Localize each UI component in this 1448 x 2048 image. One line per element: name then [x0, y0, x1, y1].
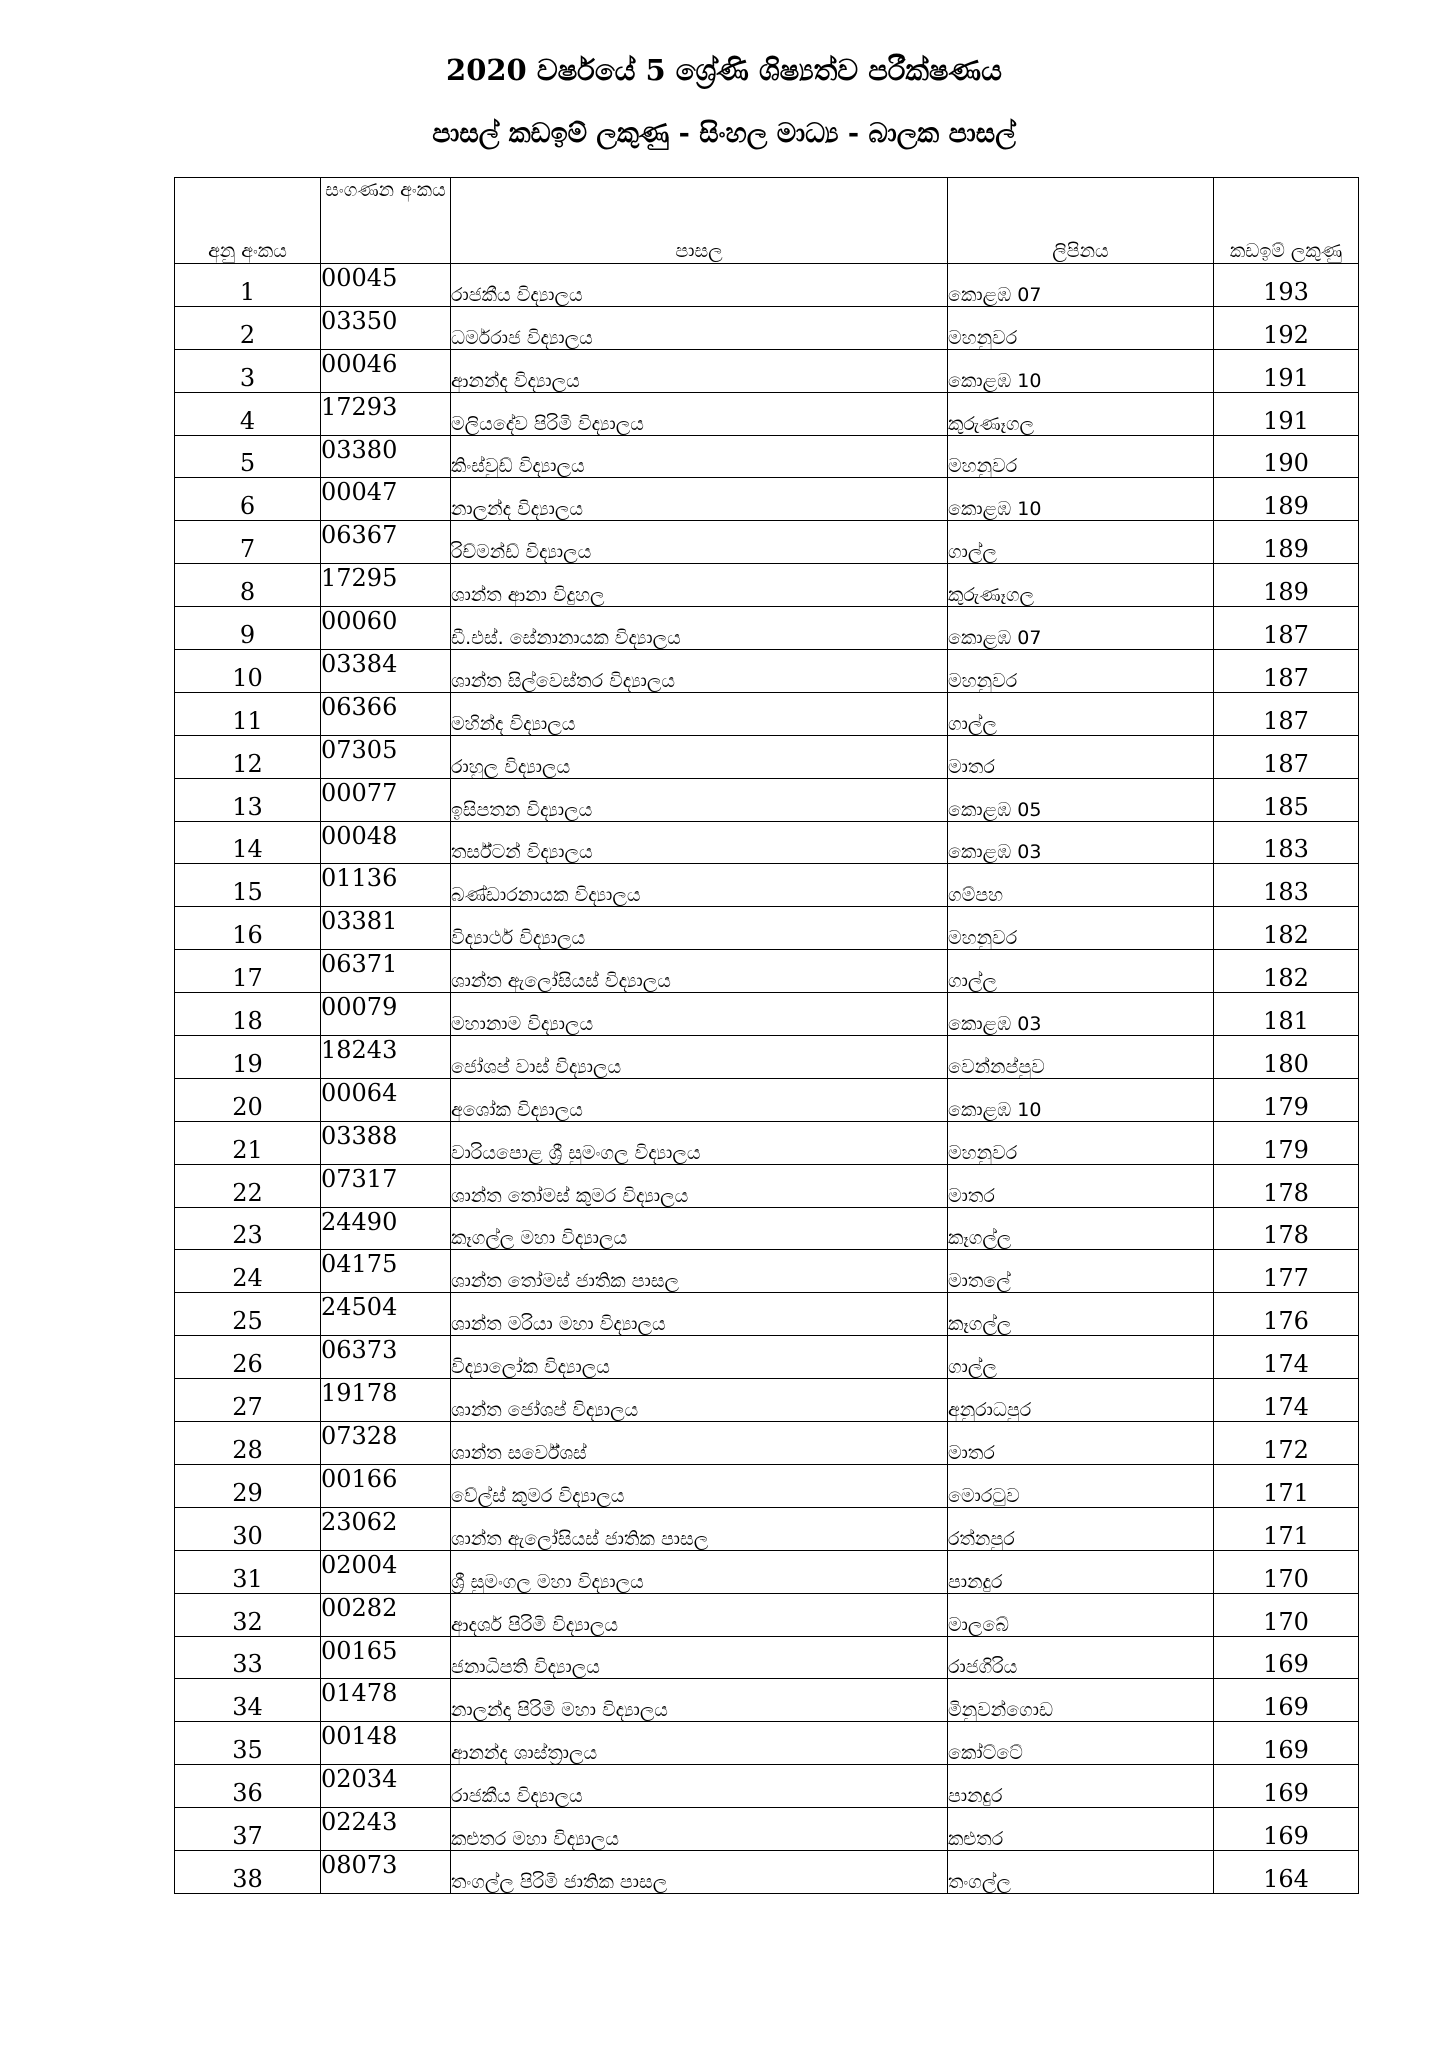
census-number-cell: 00166 — [321, 1464, 451, 1507]
serial-number-cell: 3 — [175, 349, 321, 392]
school-name-cell: විද්‍යාර්ථ විද්‍යාලය — [451, 907, 948, 950]
census-number-cell: 00048 — [321, 821, 451, 864]
school-name-cell: රිච්මන්ඩ් විද්‍යාලය — [451, 521, 948, 564]
cutoff-mark-cell: 178 — [1214, 1164, 1359, 1207]
cutoff-mark-cell: 193 — [1214, 264, 1359, 307]
school-name-cell: රාජකීය විද්‍යාලය — [451, 1765, 948, 1808]
serial-number-cell: 11 — [175, 692, 321, 735]
census-number-cell: 00165 — [321, 1636, 451, 1679]
school-name-cell: ජෝශප් වාස් විද්‍යාලය — [451, 1036, 948, 1079]
cutoff-mark-cell: 177 — [1214, 1250, 1359, 1293]
table-row — [175, 1850, 1359, 1893]
table-body — [175, 264, 1359, 1894]
table-row — [175, 1808, 1359, 1851]
cutoff-mark-cell: 187 — [1214, 735, 1359, 778]
address-cell: කොළඹ 03 — [948, 993, 1214, 1036]
table-row — [175, 1593, 1359, 1636]
serial-number-cell: 23 — [175, 1207, 321, 1250]
school-name-cell: රාහුල විද්‍යාලය — [451, 735, 948, 778]
census-number-cell: 07305 — [321, 735, 451, 778]
cutoff-mark-cell: 187 — [1214, 650, 1359, 693]
cutoff-marks-table — [174, 177, 1359, 1894]
school-name-cell: ශාන්ත ජෝශප් විද්‍යාලය — [451, 1379, 948, 1422]
address-cell: මාතර — [948, 1164, 1214, 1207]
school-name-cell: ඉසිපතන විද්‍යාලය — [451, 778, 948, 821]
table-header-row — [175, 178, 1359, 264]
table-row — [175, 1293, 1359, 1336]
table-row — [175, 993, 1359, 1036]
cutoff-mark-cell: 174 — [1214, 1379, 1359, 1422]
serial-number-cell: 26 — [175, 1336, 321, 1379]
school-name-cell: නාලන්ද විද්‍යාලය — [451, 478, 948, 521]
census-number-cell: 03350 — [321, 306, 451, 349]
census-number-cell: 17293 — [321, 392, 451, 435]
serial-number-cell: 8 — [175, 564, 321, 607]
school-name-cell: ආනන්ද ශාස්ත්‍රාලය — [451, 1722, 948, 1765]
serial-number-cell: 32 — [175, 1593, 321, 1636]
school-name-cell: කළුතර මහා විද්‍යාලය — [451, 1808, 948, 1851]
census-number-cell: 02243 — [321, 1808, 451, 1851]
table-row — [175, 607, 1359, 650]
cutoff-mark-cell: 181 — [1214, 993, 1359, 1036]
census-number-cell: 00064 — [321, 1078, 451, 1121]
table-row — [175, 650, 1359, 693]
school-name-cell: වාරියපොළ ශ්‍රී සුමංගල විද්‍යාලය — [451, 1121, 948, 1164]
address-cell: ගාල්ල — [948, 521, 1214, 564]
serial-number-cell: 6 — [175, 478, 321, 521]
school-name-cell: බණ්ඩාරනායක විද්‍යාලය — [451, 864, 948, 907]
header-school: පාසල — [451, 178, 948, 264]
table-row — [175, 1336, 1359, 1379]
table-row — [175, 1121, 1359, 1164]
serial-number-cell: 9 — [175, 607, 321, 650]
cutoff-mark-cell: 189 — [1214, 564, 1359, 607]
census-number-cell: 03384 — [321, 650, 451, 693]
table-row — [175, 907, 1359, 950]
census-number-cell: 03381 — [321, 907, 451, 950]
serial-number-cell: 35 — [175, 1722, 321, 1765]
serial-number-cell: 12 — [175, 735, 321, 778]
cutoff-mark-cell: 174 — [1214, 1336, 1359, 1379]
census-number-cell: 06366 — [321, 692, 451, 735]
cutoff-mark-cell: 190 — [1214, 435, 1359, 478]
census-number-cell: 04175 — [321, 1250, 451, 1293]
cutoff-mark-cell: 169 — [1214, 1679, 1359, 1722]
school-name-cell: වේල්ස් කුමර විද්‍යාලය — [451, 1464, 948, 1507]
census-number-cell: 00148 — [321, 1722, 451, 1765]
school-name-cell: ශාන්ත සර්වේශස් — [451, 1422, 948, 1465]
census-number-cell: 00077 — [321, 778, 451, 821]
serial-number-cell: 38 — [175, 1850, 321, 1893]
cutoff-mark-cell: 182 — [1214, 907, 1359, 950]
cutoff-mark-cell: 182 — [1214, 950, 1359, 993]
cutoff-mark-cell: 171 — [1214, 1507, 1359, 1550]
serial-number-cell: 29 — [175, 1464, 321, 1507]
address-cell: කෝට්ටේ — [948, 1722, 1214, 1765]
census-number-cell: 07317 — [321, 1164, 451, 1207]
address-cell: පානදුර — [948, 1765, 1214, 1808]
address-cell: කුරුණෑගල — [948, 564, 1214, 607]
school-name-cell: ශ්‍රී සුමංගල මහා විද්‍යාලය — [451, 1550, 948, 1593]
table-row — [175, 1036, 1359, 1079]
school-name-cell: ආදර්ශ පිරිමි විද්‍යාලය — [451, 1593, 948, 1636]
table-row — [175, 1765, 1359, 1808]
table-row — [175, 1679, 1359, 1722]
address-cell: රත්නපුර — [948, 1507, 1214, 1550]
school-name-cell: විද්‍යාලෝක විද්‍යාලය — [451, 1336, 948, 1379]
serial-number-cell: 18 — [175, 993, 321, 1036]
table-row — [175, 306, 1359, 349]
cutoff-mark-cell: 191 — [1214, 392, 1359, 435]
address-cell: මහනුවර — [948, 306, 1214, 349]
address-cell: වෙන්නප්පුව — [948, 1036, 1214, 1079]
address-cell: රාජගිරිය — [948, 1636, 1214, 1679]
census-number-cell: 00045 — [321, 264, 451, 307]
address-cell: ගම්පහ — [948, 864, 1214, 907]
serial-number-cell: 7 — [175, 521, 321, 564]
header-serial-number: අනු අංකය — [175, 178, 321, 264]
cutoff-mark-cell: 183 — [1214, 864, 1359, 907]
cutoff-mark-cell: 179 — [1214, 1078, 1359, 1121]
school-name-cell: ආනන්ද විද්‍යාලය — [451, 349, 948, 392]
serial-number-cell: 31 — [175, 1550, 321, 1593]
cutoff-mark-cell: 169 — [1214, 1636, 1359, 1679]
school-name-cell: කෑගල්ල මහා විද්‍යාලය — [451, 1207, 948, 1250]
address-cell: මාතලේ — [948, 1250, 1214, 1293]
census-number-cell: 00047 — [321, 478, 451, 521]
table-row — [175, 349, 1359, 392]
school-name-cell: ශාන්ත ඇලෝසියස් ජාතික පාසල — [451, 1507, 948, 1550]
school-name-cell: ඩී.එස්. සේනානායක විද්‍යාලය — [451, 607, 948, 650]
table-row — [175, 564, 1359, 607]
address-cell: පානදුර — [948, 1550, 1214, 1593]
census-number-cell: 00282 — [321, 1593, 451, 1636]
school-name-cell: තංගල්ල පිරිමි ජාතික පාසල — [451, 1850, 948, 1893]
census-number-cell: 02034 — [321, 1765, 451, 1808]
census-number-cell: 24490 — [321, 1207, 451, 1250]
serial-number-cell: 2 — [175, 306, 321, 349]
address-cell: මිනුවන්ගොඩ — [948, 1679, 1214, 1722]
cutoff-mark-cell: 191 — [1214, 349, 1359, 392]
school-name-cell: මලියදේව පිරිමි විද්‍යාලය — [451, 392, 948, 435]
serial-number-cell: 30 — [175, 1507, 321, 1550]
cutoff-mark-cell: 187 — [1214, 692, 1359, 735]
school-name-cell: නාලන්දා පිරිමි මහා විද්‍යාලය — [451, 1679, 948, 1722]
census-number-cell: 06367 — [321, 521, 451, 564]
serial-number-cell: 27 — [175, 1379, 321, 1422]
serial-number-cell: 25 — [175, 1293, 321, 1336]
serial-number-cell: 5 — [175, 435, 321, 478]
serial-number-cell: 15 — [175, 864, 321, 907]
census-number-cell: 17295 — [321, 564, 451, 607]
table-row — [175, 821, 1359, 864]
address-cell: කොළඹ 07 — [948, 264, 1214, 307]
census-number-cell: 06373 — [321, 1336, 451, 1379]
census-number-cell: 19178 — [321, 1379, 451, 1422]
address-cell: මාතර — [948, 735, 1214, 778]
school-name-cell: ශාන්ත තෝමස් ජාතික පාසල — [451, 1250, 948, 1293]
census-number-cell: 02004 — [321, 1550, 451, 1593]
serial-number-cell: 20 — [175, 1078, 321, 1121]
address-cell: මාලබේ — [948, 1593, 1214, 1636]
table-row — [175, 1550, 1359, 1593]
serial-number-cell: 17 — [175, 950, 321, 993]
serial-number-cell: 16 — [175, 907, 321, 950]
serial-number-cell: 36 — [175, 1765, 321, 1808]
census-number-cell: 24504 — [321, 1293, 451, 1336]
census-number-cell: 03380 — [321, 435, 451, 478]
serial-number-cell: 24 — [175, 1250, 321, 1293]
table-row — [175, 1507, 1359, 1550]
address-cell: මහනුවර — [948, 1121, 1214, 1164]
header-address: ලිපිනය — [948, 178, 1214, 264]
table-row — [175, 778, 1359, 821]
school-name-cell: අශෝක විද්‍යාලය — [451, 1078, 948, 1121]
table-row — [175, 864, 1359, 907]
school-name-cell: රාජකීය විද්‍යාලය — [451, 264, 948, 307]
census-number-cell: 00046 — [321, 349, 451, 392]
census-number-cell: 01478 — [321, 1679, 451, 1722]
address-cell: කෑගල්ල — [948, 1293, 1214, 1336]
address-cell: කෑගල්ල — [948, 1207, 1214, 1250]
census-number-cell: 00060 — [321, 607, 451, 650]
table-row — [175, 1422, 1359, 1465]
cutoff-mark-cell: 170 — [1214, 1550, 1359, 1593]
cutoff-mark-cell: 183 — [1214, 821, 1359, 864]
serial-number-cell: 21 — [175, 1121, 321, 1164]
table-row — [175, 1722, 1359, 1765]
address-cell: මොරටුව — [948, 1464, 1214, 1507]
address-cell: කොළඹ 07 — [948, 607, 1214, 650]
cutoff-mark-cell: 171 — [1214, 1464, 1359, 1507]
address-cell: මාතර — [948, 1422, 1214, 1465]
school-name-cell: ශාන්ත මරියා මහා විද්‍යාලය — [451, 1293, 948, 1336]
cutoff-mark-cell: 169 — [1214, 1722, 1359, 1765]
table-row — [175, 950, 1359, 993]
serial-number-cell: 22 — [175, 1164, 321, 1207]
serial-number-cell: 13 — [175, 778, 321, 821]
census-number-cell: 18243 — [321, 1036, 451, 1079]
cutoff-mark-cell: 189 — [1214, 478, 1359, 521]
serial-number-cell: 1 — [175, 264, 321, 307]
census-number-cell: 07328 — [321, 1422, 451, 1465]
table-row — [175, 435, 1359, 478]
address-cell: මහනුවර — [948, 907, 1214, 950]
serial-number-cell: 34 — [175, 1679, 321, 1722]
address-cell: තංගල්ල — [948, 1850, 1214, 1893]
address-cell: කොළඹ 10 — [948, 478, 1214, 521]
cutoff-mark-cell: 189 — [1214, 521, 1359, 564]
address-cell: කොළඹ 10 — [948, 349, 1214, 392]
table-row — [175, 392, 1359, 435]
school-name-cell: මහානාම විද්‍යාලය — [451, 993, 948, 1036]
serial-number-cell: 4 — [175, 392, 321, 435]
cutoff-mark-cell: 170 — [1214, 1593, 1359, 1636]
table-row — [175, 478, 1359, 521]
school-name-cell: ධර්මරාජ විද්‍යාලය — [451, 306, 948, 349]
address-cell: ගාල්ල — [948, 1336, 1214, 1379]
address-cell: කොළඹ 05 — [948, 778, 1214, 821]
table-row — [175, 692, 1359, 735]
census-number-cell: 03388 — [321, 1121, 451, 1164]
cutoff-mark-cell: 169 — [1214, 1765, 1359, 1808]
address-cell: මහනුවර — [948, 435, 1214, 478]
school-name-cell: කිංස්වුඩ් විද්‍යාලය — [451, 435, 948, 478]
census-number-cell: 08073 — [321, 1850, 451, 1893]
address-cell: ගාල්ල — [948, 692, 1214, 735]
school-name-cell: ශාන්ත ඇලෝසියස් විද්‍යාලය — [451, 950, 948, 993]
page-subtitle: පාසල් කඩඉම් ලකුණු - සිංහල මාධ්‍ය - බාලක පාසල් — [432, 118, 1016, 149]
address-cell: කොළඹ 10 — [948, 1078, 1214, 1121]
cutoff-mark-cell: 185 — [1214, 778, 1359, 821]
school-name-cell: ශාන්ත සිල්වෙස්තර විද්‍යාලය — [451, 650, 948, 693]
address-cell: මහනුවර — [948, 650, 1214, 693]
address-cell: ගාල්ල — [948, 950, 1214, 993]
page-title: 2020 වර්ෂයේ 5 ශ්‍රේණි ශිෂ්‍යත්ව පරීක්ෂණය — [446, 53, 1002, 87]
serial-number-cell: 37 — [175, 1808, 321, 1851]
school-name-cell: ශාන්ත තෝමස් කුමර විද්‍යාලය — [451, 1164, 948, 1207]
cutoff-mark-cell: 169 — [1214, 1808, 1359, 1851]
census-number-cell: 06371 — [321, 950, 451, 993]
school-name-cell: ජනාධිපති විද්‍යාලය — [451, 1636, 948, 1679]
serial-number-cell: 19 — [175, 1036, 321, 1079]
school-name-cell: තර්ස්ටන් විද්‍යාලය — [451, 821, 948, 864]
table-row — [175, 1250, 1359, 1293]
table-row — [175, 1636, 1359, 1679]
address-cell: අනුරාධපුර — [948, 1379, 1214, 1422]
cutoff-mark-cell: 180 — [1214, 1036, 1359, 1079]
serial-number-cell: 14 — [175, 821, 321, 864]
address-cell: කුරුණෑගල — [948, 392, 1214, 435]
serial-number-cell: 10 — [175, 650, 321, 693]
table-row — [175, 1164, 1359, 1207]
table-row — [175, 735, 1359, 778]
school-name-cell: ශාන්ත ආනා විදුහල — [451, 564, 948, 607]
cutoff-mark-cell: 176 — [1214, 1293, 1359, 1336]
address-cell: කළුතර — [948, 1808, 1214, 1851]
header-cutoff-mark: කඩඉම් ලකුණු — [1214, 178, 1359, 264]
census-number-cell: 00079 — [321, 993, 451, 1036]
table-row — [175, 1078, 1359, 1121]
cutoff-mark-cell: 187 — [1214, 607, 1359, 650]
cutoff-mark-cell: 172 — [1214, 1422, 1359, 1465]
serial-number-cell: 33 — [175, 1636, 321, 1679]
cutoff-mark-cell: 178 — [1214, 1207, 1359, 1250]
cutoff-mark-cell: 179 — [1214, 1121, 1359, 1164]
table-row — [175, 1464, 1359, 1507]
serial-number-cell: 28 — [175, 1422, 321, 1465]
school-name-cell: මහින්ද විද්‍යාලය — [451, 692, 948, 735]
table-row — [175, 1379, 1359, 1422]
cutoff-mark-cell: 164 — [1214, 1850, 1359, 1893]
table-row — [175, 1207, 1359, 1250]
table-row — [175, 521, 1359, 564]
header-census-number: සංගණන අංකය — [321, 178, 451, 264]
address-cell: කොළඹ 03 — [948, 821, 1214, 864]
census-number-cell: 01136 — [321, 864, 451, 907]
census-number-cell: 23062 — [321, 1507, 451, 1550]
cutoff-mark-cell: 192 — [1214, 306, 1359, 349]
table-row — [175, 264, 1359, 307]
